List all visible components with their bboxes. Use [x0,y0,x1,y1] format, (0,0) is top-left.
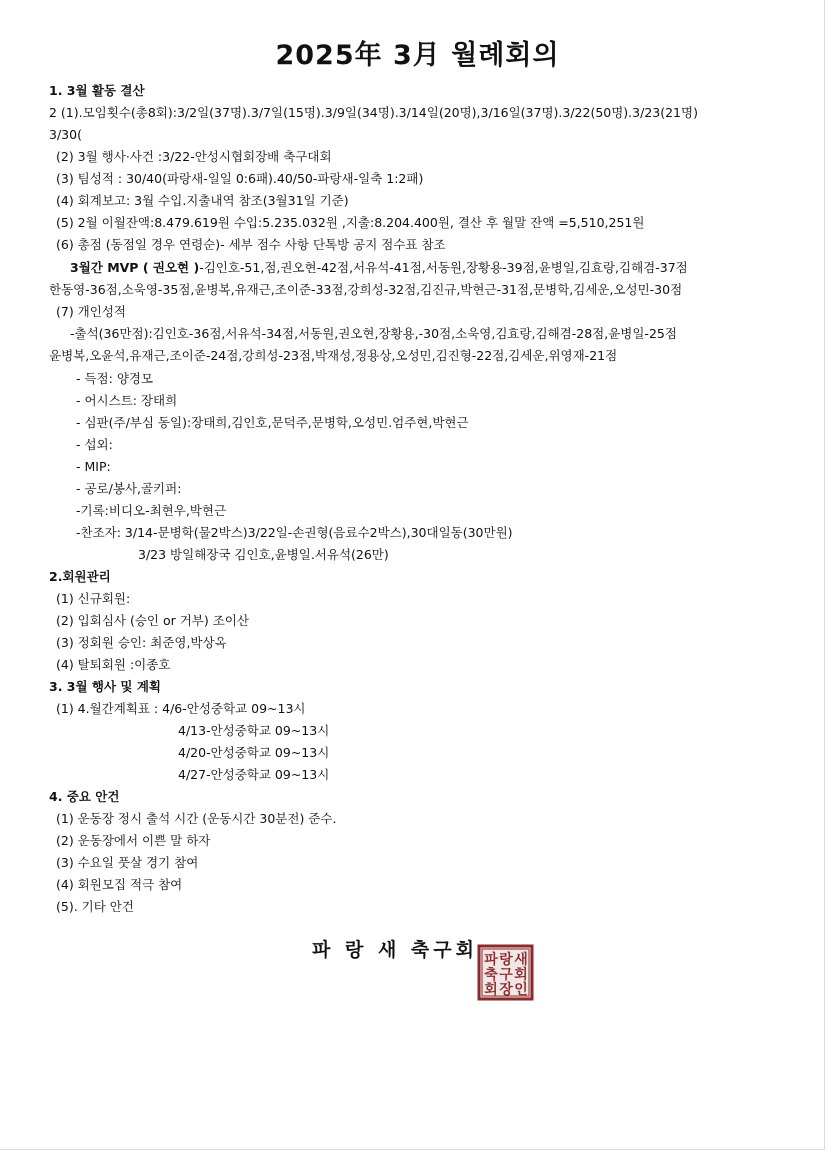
svg-text:인: 인 [514,982,528,998]
svg-text:새: 새 [514,952,528,968]
section-2-heading: 2.회원관리 [49,569,111,584]
goals-line: - 득점: 양경모 [76,371,154,386]
svg-text:회: 회 [484,982,498,998]
section-4-heading: 4. 중요 안건 [49,789,120,804]
referee-line: - 심판(주/부심 동일):장태희,김인호,문덕주,문병학,오성민.엄주현,박현근 [76,415,469,430]
contact-line: - 섭외: [76,437,113,452]
mvp-label: 3월간 MVP ( 권오현 ) [70,260,200,275]
mip-line: - MIP: [76,459,111,474]
mvp-line [70,257,688,279]
attendance-line: -출석(36만점):김인호-36점,서유석-34점,서동원,권오현,장황용,-30점,소욱영,김효랑,김해겸-28점,윤병일-25점 [70,326,677,341]
agenda-item-4: (4) 회원모집 적극 참여 [56,877,183,892]
team-record-line: (3) 팀성적 : 30/40(파랑새-일일 0:6패).40/50-파랑새-일축 1:2패) [56,171,424,186]
svg-text:장: 장 [499,982,513,998]
plan-line-1: (1) 4.월간계획표 : 4/6-안성중학교 09~13시 [56,701,306,716]
agenda-item-3: (3) 수요일 풋살 경기 참여 [56,855,199,870]
agenda-item-2: (2) 운동장에서 이쁜 말 하자 [56,833,211,848]
mvp-scores: -김인호-51,점,권오현-42점,서유석-41점,서동원,장황용-39점,윤병일,김효랑,김해겸-37점 [199,260,688,275]
club-name: 파 랑 새 축구회 [312,939,478,961]
score-list-cont: 한동영-36점,소욱영-35점,윤병복,유재근,조이준-33점,강희성-32점,김진규,박현근-31점,문병학,김세운,오성민-30점 [49,282,683,297]
admission-line: (2) 입회심사 (승인 or 거부) 조이산 [56,613,249,628]
club-seal-stamp [477,944,534,1001]
withdrawn-line: (4) 탈퇴회원 :이종호 [56,657,171,672]
balance-line: (5) 2월 이월잔액:8.479.619원 수입:5.235.032원 ,지출:8.204.400원, 결산 후 월말 잔액 =5,510,251원 [56,215,645,230]
agenda-item-1: (1) 운동장 정시 출석 시간 (운동시간 30분전) 준수. [56,811,337,826]
sponsors-cont: 3/23 방일해장국 김인호,윤병일.서유석(26만) [138,547,389,562]
svg-text:구: 구 [499,967,513,983]
individual-heading: (7) 개인성적 [56,304,126,319]
plan-line-2: 4/13-안성중학교 09~13시 [178,723,330,738]
attendance-cont: 윤병복,오윤석,유재근,조이준-24점,강희성-23점,박재성,정용상,오성민,김진형-22점,김세운,위영재-21점 [49,348,618,363]
record-line: -기록:비디오-최현우,박현근 [76,503,227,518]
section-3-heading: 3. 3월 행사 및 계획 [49,679,162,694]
svg-text:축: 축 [484,967,498,983]
section-1-heading: 1. 3월 활동 결산 [49,83,145,98]
meeting-count-cont: 3/30( [49,127,82,142]
document-title: 2025年 3月 월례회의 [275,40,560,71]
svg-text:회: 회 [514,967,528,983]
total-score-line: (6) 총점 (동점일 경우 연령순)- 세부 점수 사항 단톡방 공지 점수표 참조 [56,237,446,252]
service-line: - 공로/봉사,골키퍼: [76,481,182,496]
meeting-count-line: 2 (1).모임횟수(총8회):3/2일(37명).3/7일(15명).3/9일(34명).3/14일(20명),3/16일(37명).3/22(50명).3/23(21명) [49,105,698,120]
agenda-item-5: (5). 기타 안건 [56,899,134,914]
assists-line: - 어시스트: 장태희 [76,393,178,408]
accounting-line: (4) 회계보고: 3월 수입.지출내역 참조(3월31일 기준) [56,193,349,208]
sponsors-line: -찬조자: 3/14-문병학(물2박스)3/22일-손권형(음료수2박스),30대일동(30만원) [76,525,513,540]
events-line: (2) 3월 행사·사건 :3/22-안성시협회장배 축구대회 [56,149,332,164]
svg-text:랑: 랑 [499,952,513,968]
plan-line-4: 4/27-안성중학교 09~13시 [178,767,330,782]
svg-text:파: 파 [484,952,498,968]
regular-members-line: (3) 정회원 승인: 최준영,박상옥 [56,635,227,650]
new-members-line: (1) 신규회원: [56,591,131,606]
plan-line-3: 4/20-안성중학교 09~13시 [178,745,330,760]
